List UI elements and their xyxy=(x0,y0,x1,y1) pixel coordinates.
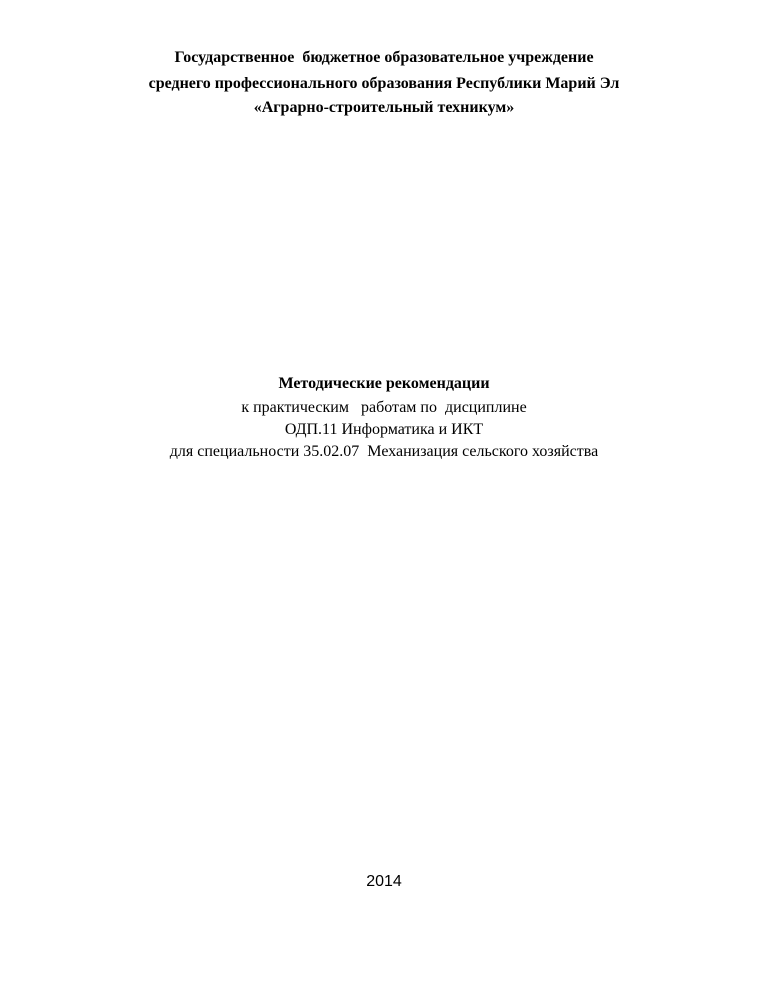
document-title: Методические рекомендации xyxy=(278,375,490,392)
institution-name-line-1: Государственное бюджетное образовательное учреждение xyxy=(174,49,594,66)
document-year: 2014 xyxy=(366,873,402,890)
institution-name-line-2: среднего профессионального образования Республики Марий Эл xyxy=(148,75,620,92)
document-subtitle-line-1: к практическим работам по дисциплине xyxy=(241,399,527,416)
document-subtitle-line-2: ОДП.11 Информатика и ИКТ xyxy=(284,421,484,438)
document-subtitle-line-3: для специальности 35.02.07 Механизация сельского хозяйства xyxy=(169,443,599,460)
institution-name-line-3: «Аграрно-строительный техникум» xyxy=(253,99,515,116)
